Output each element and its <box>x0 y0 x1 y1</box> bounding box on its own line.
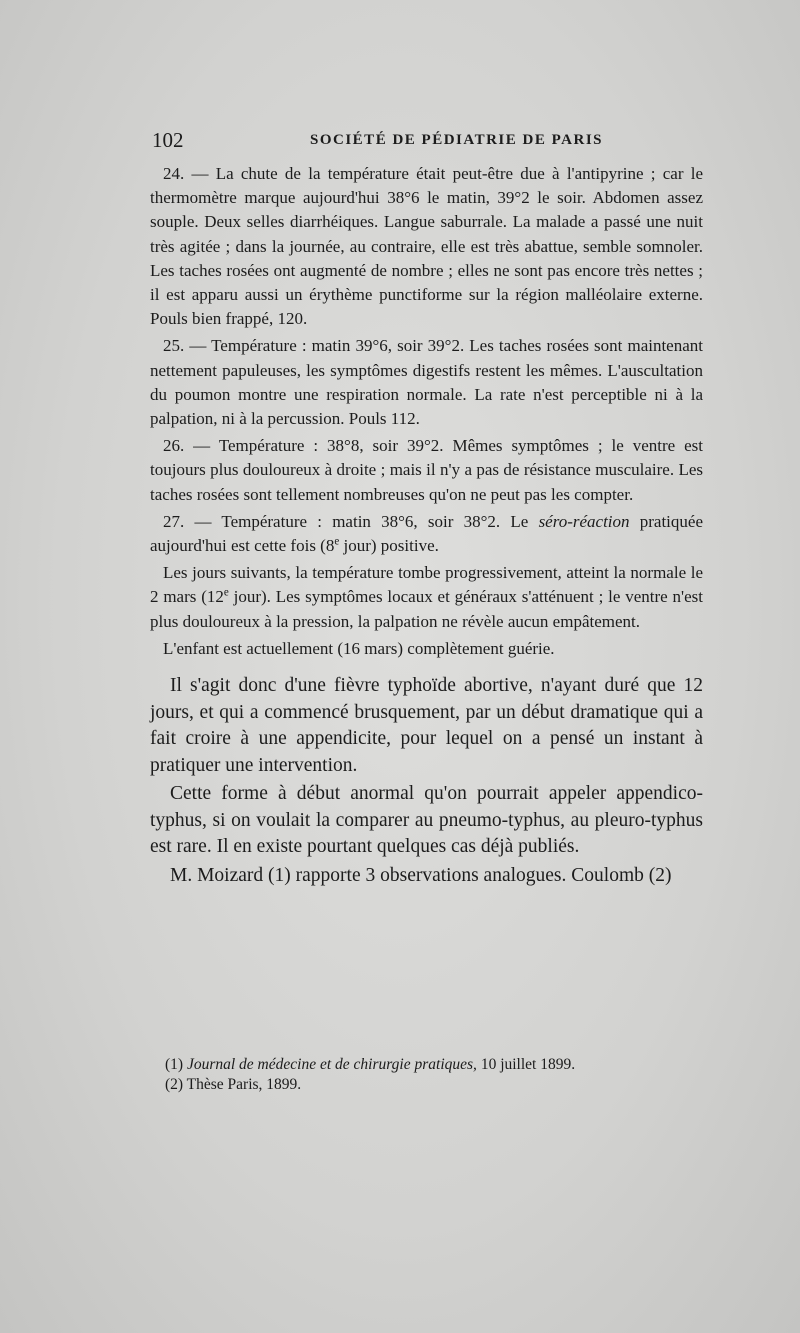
entry-day-27-end: jour) positive. <box>339 536 439 556</box>
footnote-2 <box>165 1075 685 1095</box>
entry-following-days-sup: e <box>223 586 229 599</box>
entry-day-25: 25. — Température : matin 39°6, soir 39°2. Les taches rosées sont maintenant nettement papuleuses, les symptômes digestifs restent les mêmes. L'auscultation du poumon montre une respiration normale. La rate n'est perceptible ni à la palpation, ni à la percussion. Pouls 112. <box>150 336 703 429</box>
footnote-1-mark: (1) <box>165 1056 184 1073</box>
entry-day-27-sup: e <box>334 535 340 548</box>
entry-day-27 <box>150 510 703 558</box>
body-text <box>150 162 703 889</box>
entry-day-27-before: 27. — Température : matin 38°6, soir 38°2. Le <box>163 511 539 531</box>
case-entries <box>150 162 703 661</box>
running-title: SOCIÉTÉ DE PÉDIATRIE DE PARIS <box>310 132 603 148</box>
entry-following-days <box>150 561 703 634</box>
discussion-paragraph: Il s'agit donc d'une fièvre typhoïde abortive, n'ayant duré que 12 jours, et qui a commencé brusquement, par un début dramatique qui a fait croire à une appendicite, pour lequel on a pensé un instant à pratiquer une intervention. <box>150 675 703 776</box>
entry-day-27-italic: séro-réaction <box>538 511 630 531</box>
footnote-2-rest: Thèse Paris, 1899. <box>183 1076 302 1093</box>
footnote-1 <box>165 1055 685 1075</box>
entry-day-24: 24. — La chute de la température était peut-être due à l'antipyrine ; car le thermomètre marque aujourd'hui 38°6 le matin, 39°2 le soir. Abdomen assez souple. Deux selles diarrhéiques. Langue saburrale. La malade a passé une nuit très agitée ; dans la journée, au contraire, elle est très abattue, semble somnoler. Les taches rosées ont augmenté de nombre ; elles ne sont pas encore très nettes ; il est apparu aussi un érythème punctiforme sur la région malléolaire externe. Pouls bien frappé, 120. <box>150 164 703 329</box>
entry-following-days-text: Les jours suivants, la température tombe progressivement, atteint la normale le 2 mars (12 <box>150 563 703 607</box>
discussion-paragraph: M. Moizard (1) rapporte 3 observations analogues. Coulomb (2) <box>170 864 672 886</box>
entry-day-27-after: pratiquée aujourd'hui est cette fois (8 <box>150 511 703 556</box>
footnote-2-mark: (2) <box>165 1076 184 1093</box>
entry-day-26: 26. — Température : 38°8, soir 39°2. Mêmes symptômes ; le ventre est toujours plus douloureux à droite ; mais il n'y a pas de résistance musculaire. Les taches rosées sont tellement nombreuses qu'on ne peut pas les compter. <box>150 436 703 504</box>
page-number: 102 <box>152 128 184 152</box>
entry-outcome: L'enfant est actuellement (16 mars) complètement guérie. <box>163 638 555 658</box>
entry-following-days-end: jour). Les symptômes locaux et généraux s'atténuent ; le ventre n'est plus douloureux à la pression, la palpation ne révèle aucun empâtement. <box>150 587 703 631</box>
discussion <box>150 673 703 889</box>
footnotes <box>165 1055 685 1095</box>
footnote-1-title: Journal de médecine et de chirurgie pratiques, <box>186 1056 477 1073</box>
footnote-1-rest: 10 juillet 1899. <box>476 1056 576 1073</box>
discussion-paragraph: Cette forme à début anormal qu'on pourrait appeler appendico-typhus, si on voulait la comparer au pneumo-typhus, au pleuro-typhus est rare. Il en existe pourtant quelques cas déjà publiés. <box>150 783 703 858</box>
